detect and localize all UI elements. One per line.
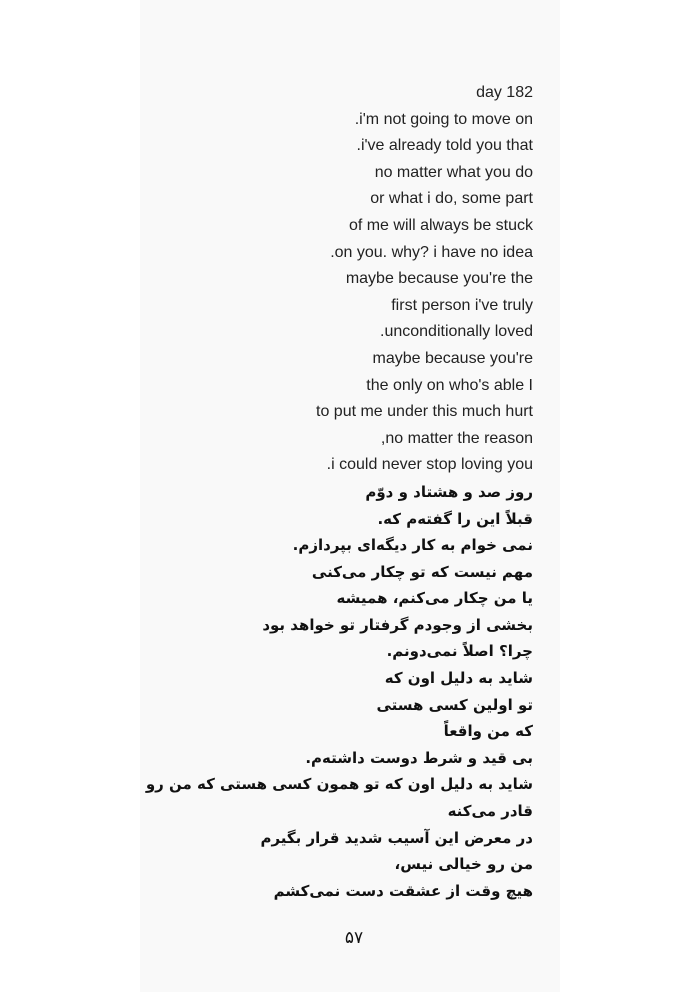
english-line: the only on who's able I bbox=[366, 376, 533, 394]
english-line: .i could never stop loving you bbox=[326, 456, 533, 474]
english-line: .i'm not going to move on bbox=[354, 110, 533, 128]
persian-line: در معرض این آسیب شدید قرار بگیرم bbox=[260, 828, 533, 847]
english-line: ,no matter the reason bbox=[380, 429, 533, 447]
english-line: or what i do, some part bbox=[370, 190, 533, 208]
persian-line: مهم نیست که تو چکار می‌کنی bbox=[311, 562, 533, 581]
persian-line: چرا؟ اصلاً نمی‌دونم. bbox=[386, 642, 533, 661]
english-line: to put me under this much hurt bbox=[316, 403, 533, 421]
persian-line: شاید به دلیل اون که bbox=[384, 669, 533, 688]
persian-line: یا من چکار می‌کنم، همیشه bbox=[336, 589, 533, 608]
english-line: no matter what you do bbox=[374, 163, 533, 181]
english-line: day 182 bbox=[476, 84, 533, 101]
persian-line: هیچ وقت از عشقت دست نمی‌کشم bbox=[273, 881, 533, 900]
persian-line: قبلاً این را گفته‌م که. bbox=[377, 509, 533, 528]
persian-line: که من واقعاً bbox=[443, 722, 533, 741]
page-number: ۵۷ bbox=[344, 928, 364, 948]
poem-text bbox=[113, 80, 533, 904]
english-line: of me will always be stuck bbox=[348, 216, 533, 234]
persian-line: شاید به دلیل اون که تو همون کسی هستی که من رو bbox=[145, 775, 533, 794]
english-line: .i've already told you that bbox=[356, 137, 533, 155]
english-line: maybe because you're the bbox=[345, 270, 533, 288]
persian-line: بی قید و شرط دوست داشته‌م. bbox=[305, 748, 533, 767]
persian-line: قادر می‌کنه bbox=[447, 802, 533, 821]
persian-line: روز صد و هشتاد و دوّم bbox=[365, 482, 533, 501]
persian-line: من رو خیالی نیس، bbox=[394, 855, 533, 874]
english-line: .on you. why? i have no idea bbox=[330, 243, 533, 261]
persian-line: تو اولین کسی هستی bbox=[376, 695, 533, 714]
persian-line: نمی خوام به کار دیگه‌ای بپردازم. bbox=[292, 536, 533, 555]
english-line: maybe because you're bbox=[372, 349, 533, 367]
english-line: .unconditionally loved bbox=[380, 323, 533, 341]
english-line: first person i've truly bbox=[391, 296, 533, 314]
persian-line: بخشی از وجودم گرفتار تو خواهد بود bbox=[262, 615, 533, 634]
